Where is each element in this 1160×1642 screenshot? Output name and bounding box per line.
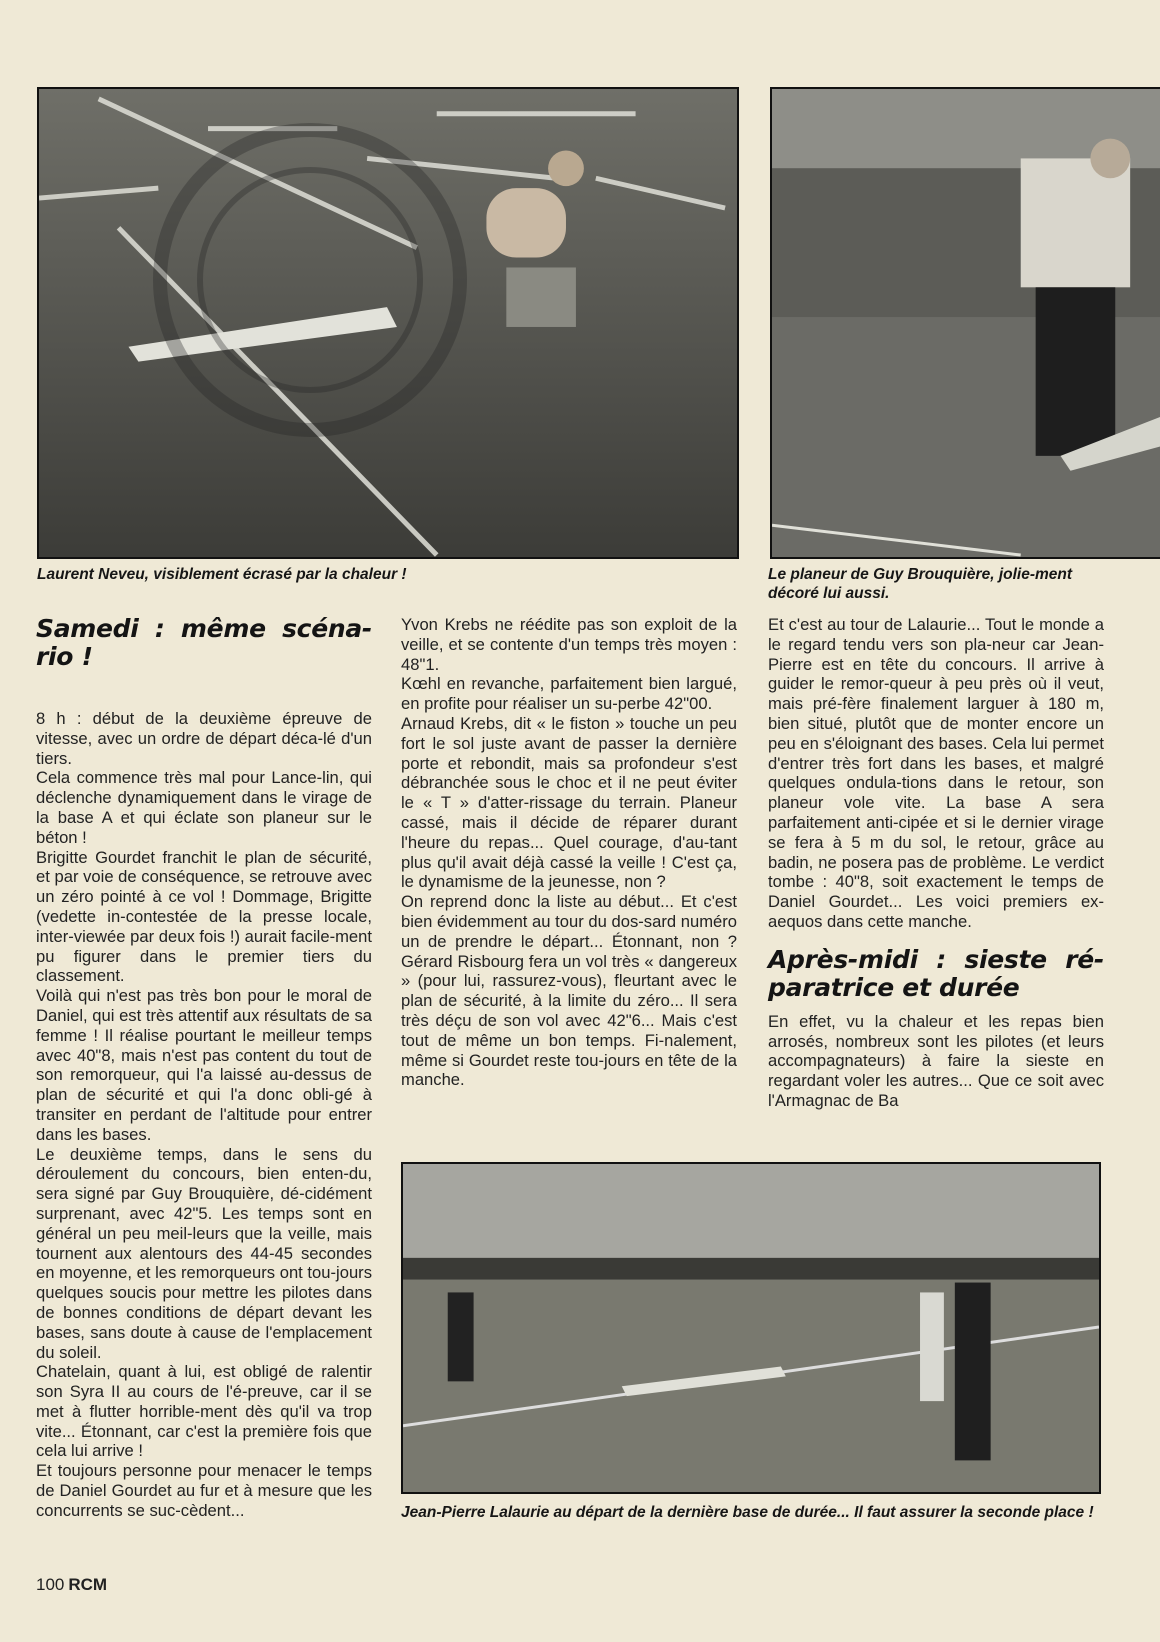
photo-lalaurie-depart [401, 1162, 1101, 1494]
page-number: 100 [36, 1575, 65, 1594]
paragraph: Et c'est au tour de Lalaurie... Tout le monde a le regard tendu vers son pla-neur car Jean-Pierre est en tête du concours. Il arrive à guider le remor-queur à peu près où il veut, mais pré-fère finalement larguer à 180 m, bien situé, plutôt que de monter encore un peu en s'éloignant des bases. Cela lui permet d'entrer très fort dans les bases, et malgré quelques ondula-tions dans le retour, son planeur vole vite. La base A sera parfaitement anti-cipée et si le dernier virage se fera à 5 m du sol, le retour, grâce au badin, ne posera pas de problème. Le verdict tombe : 40"8, soit exactement le temps de Daniel Gourdet... Les voici premiers ex-aequos dans cette manche. [768, 615, 1104, 931]
heading-samedi: Samedi : même scéna-rio ! [36, 614, 372, 671]
paragraph: Kœhl en revanche, parfaitement bien largué, en profite pour réaliser un su-perbe 42"00. [401, 674, 737, 714]
paragraph: Yvon Krebs ne réédite pas son exploit de la veille, et se contente d'un temps très moyen : 48"1. [401, 615, 737, 674]
paragraph: Chatelain, quant à lui, est obligé de ralentir son Syra II au cours de l'é-preuve, car il se met à flutter horrible-ment dès qu'il va trop vite... Étonnant, car c'est la première fois que cela lui arrive ! [36, 1362, 372, 1461]
photo-brouquiere-glider [770, 87, 1160, 559]
photo-brouquiere-glider-image [772, 89, 1160, 557]
heading-apres-midi: Après-midi : sieste ré-paratrice et durée [768, 944, 1104, 1002]
caption-top-right: Le planeur de Guy Brouquière, jolie-ment décoré lui aussi. [768, 566, 1073, 602]
paragraph: Voilà qui n'est pas très bon pour le moral de Daniel, qui est très attentif aux résultats de sa femme ! Il réalise pourtant le meilleur temps avec 40"8, mais n'est pas content du tout de son remorqueur, qui l'a laissé au-dessus de plan de sécurité et qui l'a donc obli-gé à transiter en perdant de l'altitude pour entrer dans les bases. [36, 986, 372, 1144]
paragraph: Le deuxième temps, dans le sens du déroulement du concours, bien enten-du, sera signé par Guy Brouquière, dé-cidément surprenant, avec 42"5. Les temps sont en général un peu meil-leurs que la veille, mais tournent aux alentours des 44-45 secondes en moyenne, et les remorqueurs ont tou-jours quelques soucis pour mettre les pilotes dans de bonnes conditions de départ devant les bases, sans doute à cause de l'emplacement du soleil. [36, 1144, 372, 1362]
photo-gliders-grass-image [39, 89, 737, 557]
paragraph: Et toujours personne pour menacer le temps de Daniel Gourdet au fur et à mesure que les concurrents se suc-cèdent... [36, 1461, 372, 1520]
paragraph: En effet, vu la chaleur et les repas bien arrosés, nombreux sont les pilotes (et leurs accompagnateurs) à faire la sieste en regardant voler les autres... Que ce soit avec l'Armagnac de Ba [768, 1011, 1104, 1110]
caption-top-left: Laurent Neveu, visiblement écrasé par la chaleur ! [37, 566, 407, 583]
article-column-3 [768, 615, 1104, 1111]
paragraph: 8 h : début de la deuxième épreuve de vitesse, avec un ordre de départ déca-lé d'un tiers. [36, 709, 372, 768]
paragraph: Arnaud Krebs, dit « le fiston » touche un peu fort le sol juste avant de passer la dernière porte et rebondit, mais sa profondeur s'est débranchée sous le choc et il ne peut éviter le « T » d'atter-rissage du terrain. Planeur cassé, mais il décide de réparer durant l'heure du repas... Quel courage, d'au-tant plus qu'il avait déjà cassé la veille ! C'est ça, le dynamisme de la jeunesse, non ? [401, 713, 737, 892]
caption-bottom: Jean-Pierre Lalaurie au départ de la dernière base de durée... Il faut assurer la seconde place ! [401, 1504, 1094, 1521]
photo-lalaurie-depart-image [403, 1164, 1099, 1492]
article-column-1 [36, 615, 372, 1521]
paragraph: On reprend donc la liste au début... Et c'est bien évidemment au tour du dos-sard numéro un de prendre le départ... Étonnant, non ? Gérard Risbourg fera un vol très « dangereux » (pour lui, rassurez-vous), fleurtant avec le plan de sécurité, à la limite du zéro... Il sera très déçu de son vol avec 42"6... Mais c'est tout de même un bon temps. Fi-nalement, même si Gourdet reste tou-jours en tête de la manche. [401, 892, 737, 1090]
photo-gliders-grass [37, 87, 739, 559]
paragraph: Brigitte Gourdet franchit le plan de sécurité, et par voie de conséquence, se retrouve avec un zéro pointé à ce vol ! Dommage, Brigitte (vedette in-contestée de la presse locale, inter-viewée par deux fois !) aurait facile-ment pu figurer dans le premier tiers du classement. [36, 847, 372, 986]
page-footer [36, 1575, 107, 1595]
paragraph: Cela commence très mal pour Lance-lin, qui déclenche dynamiquement dans le virage de la base A et qui éclate son planeur sur le béton ! [36, 768, 372, 847]
magazine-name: RCM [68, 1575, 108, 1594]
article-column-2 [401, 615, 737, 1090]
